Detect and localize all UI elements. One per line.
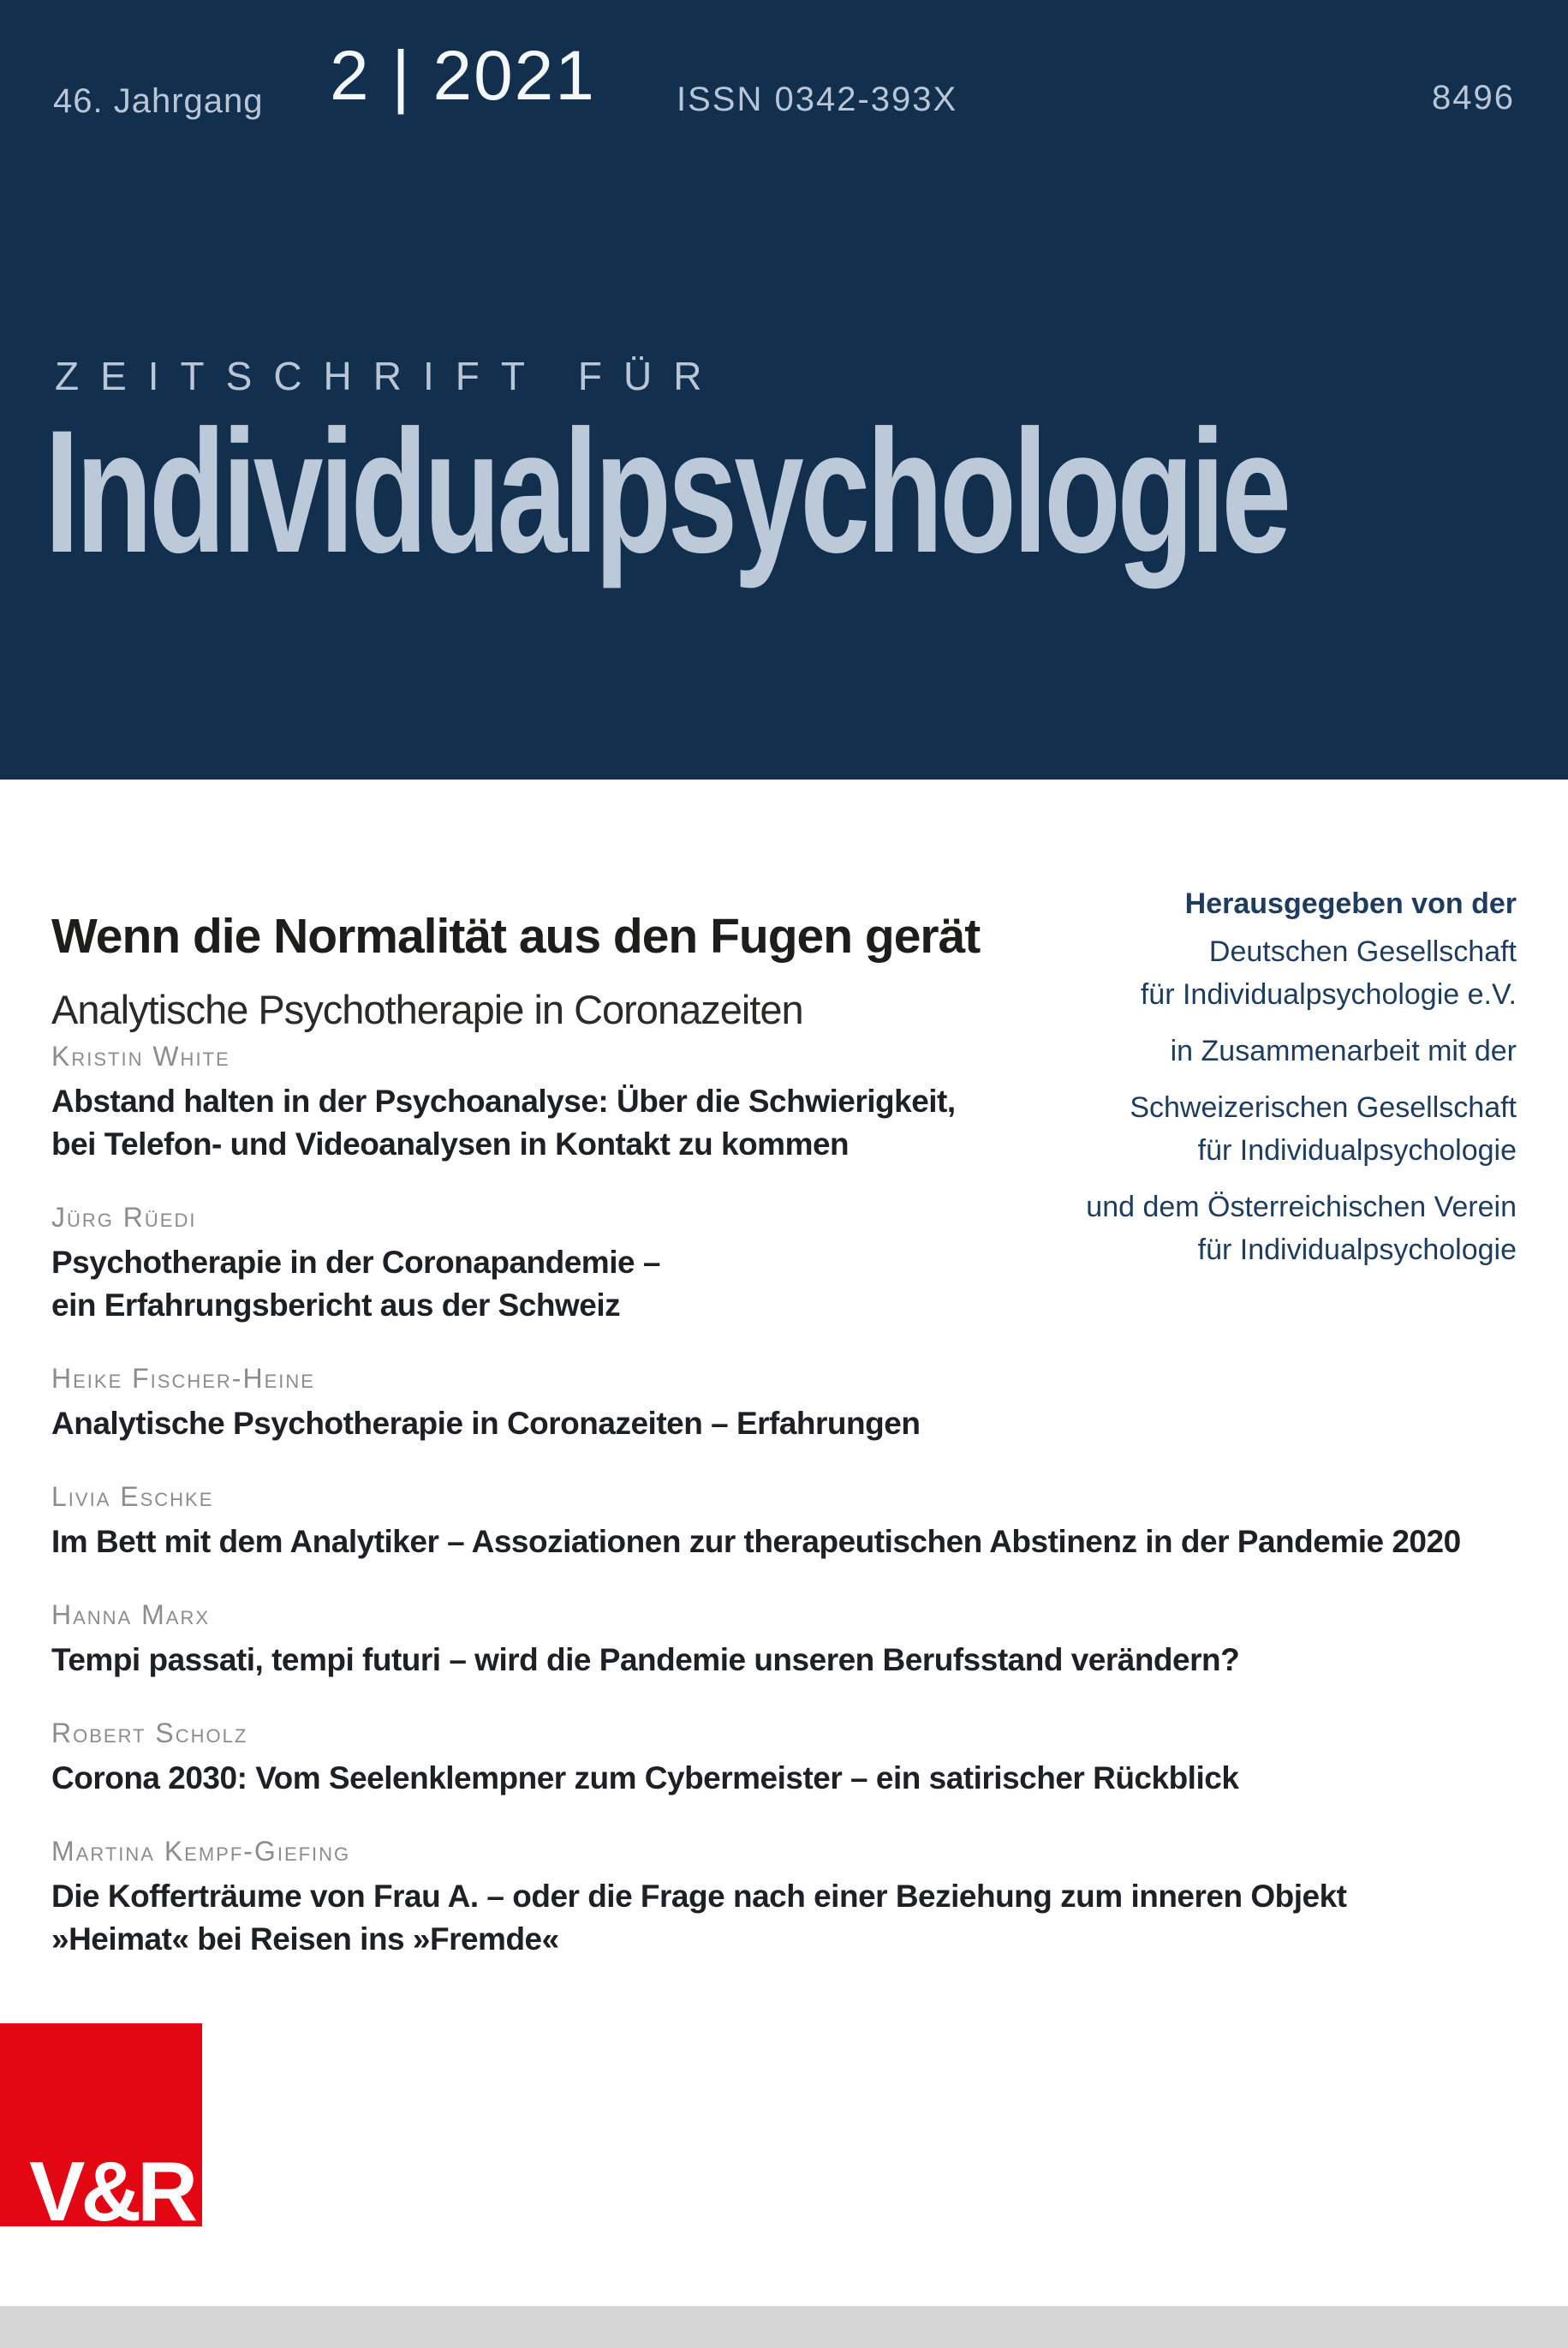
volume-label: 46. Jahrgang	[53, 82, 264, 120]
publisher-lead: Herausgegeben von der	[1184, 887, 1517, 920]
article-title-line: Abstand halten in der Psychoanalyse: Über die Schwierigkeit,	[51, 1084, 956, 1119]
article-title-line: Psychotherapie in der Coronapandemie –	[51, 1245, 660, 1280]
feature-subtitle: Analytische Psychotherapie in Coronazeiten	[51, 987, 803, 1032]
bottom-bar	[0, 2306, 1568, 2348]
publisher-line: in Zusammenarbeit mit der	[1170, 1035, 1517, 1067]
article-author: Martina Kempf-Giefing	[51, 1836, 351, 1867]
article-title-line: bei Telefon- und Videoanalysen in Kontakt zu kommen	[51, 1126, 850, 1162]
article-author: Livia Eschke	[51, 1481, 214, 1512]
article-entry	[51, 1834, 1524, 1961]
article-title-line: Analytische Psychotherapie in Coronazeiten – Erfahrungen	[51, 1406, 921, 1441]
publisher-line: und dem Österreichischen Verein	[1086, 1191, 1517, 1223]
article-author: Kristin White	[51, 1041, 230, 1072]
order-number-label: 8496	[1432, 79, 1515, 117]
feature-title: Wenn die Normalität aus den Fugen gerät	[51, 909, 981, 965]
publisher-line: Deutschen Gesellschaft	[1208, 935, 1517, 968]
publisher-line: Schweizerischen Gesellschaft	[1130, 1091, 1517, 1124]
issue-label: 2 | 2021	[330, 37, 596, 115]
article-title-line: Corona 2030: Vom Seelenklempner zum Cybermeister – ein satirischer Rückblick	[51, 1760, 1239, 1795]
article-author: Heike Fischer-Heine	[51, 1363, 315, 1394]
journal-wordmark: Individualpsychologie	[45, 394, 1288, 589]
issn-label: ISSN 0342-393X	[677, 81, 958, 118]
article-entry	[51, 1716, 1524, 1800]
article-author: Robert Scholz	[51, 1718, 248, 1748]
article-author: Hanna Marx	[51, 1599, 211, 1630]
kicker-text: ZEITSCHRIFT FÜR	[55, 354, 724, 398]
article-title-line: »Heimat« bei Reisen ins »Fremde«	[51, 1921, 559, 1957]
vr-publisher-logo	[0, 2023, 202, 2226]
publisher-line: für Individualpsychologie	[1197, 1234, 1517, 1266]
article-title-line: Die Kofferträume von Frau A. – oder die Frage nach einer Beziehung zum inneren Objekt	[51, 1879, 1347, 1914]
article-entry	[51, 1039, 1524, 1166]
article-entry	[51, 1361, 1524, 1445]
publisher-line: für Individualpsychologie	[1197, 1134, 1517, 1167]
article-entry	[51, 1200, 1524, 1327]
article-title-line: Im Bett mit dem Analytiker – Assoziationen zur therapeutischen Abstinenz in der Pandemie 2020	[51, 1524, 1461, 1559]
article-entry	[51, 1598, 1524, 1682]
publisher-group	[969, 930, 1517, 1016]
article-list	[51, 1039, 1524, 1995]
article-entry	[51, 1479, 1524, 1563]
article-title-line: Tempi passati, tempi futuri – wird die Pandemie unseren Berufsstand verändern?	[51, 1642, 1240, 1677]
article-author: Jürg Rüedi	[51, 1202, 197, 1233]
publisher-line: für Individualpsychologie e.V.	[1140, 978, 1517, 1011]
article-title-line: ein Erfahrungsbericht aus der Schweiz	[51, 1288, 621, 1323]
vr-logo-text: V&R	[29, 2144, 194, 2226]
masthead	[0, 0, 1568, 780]
